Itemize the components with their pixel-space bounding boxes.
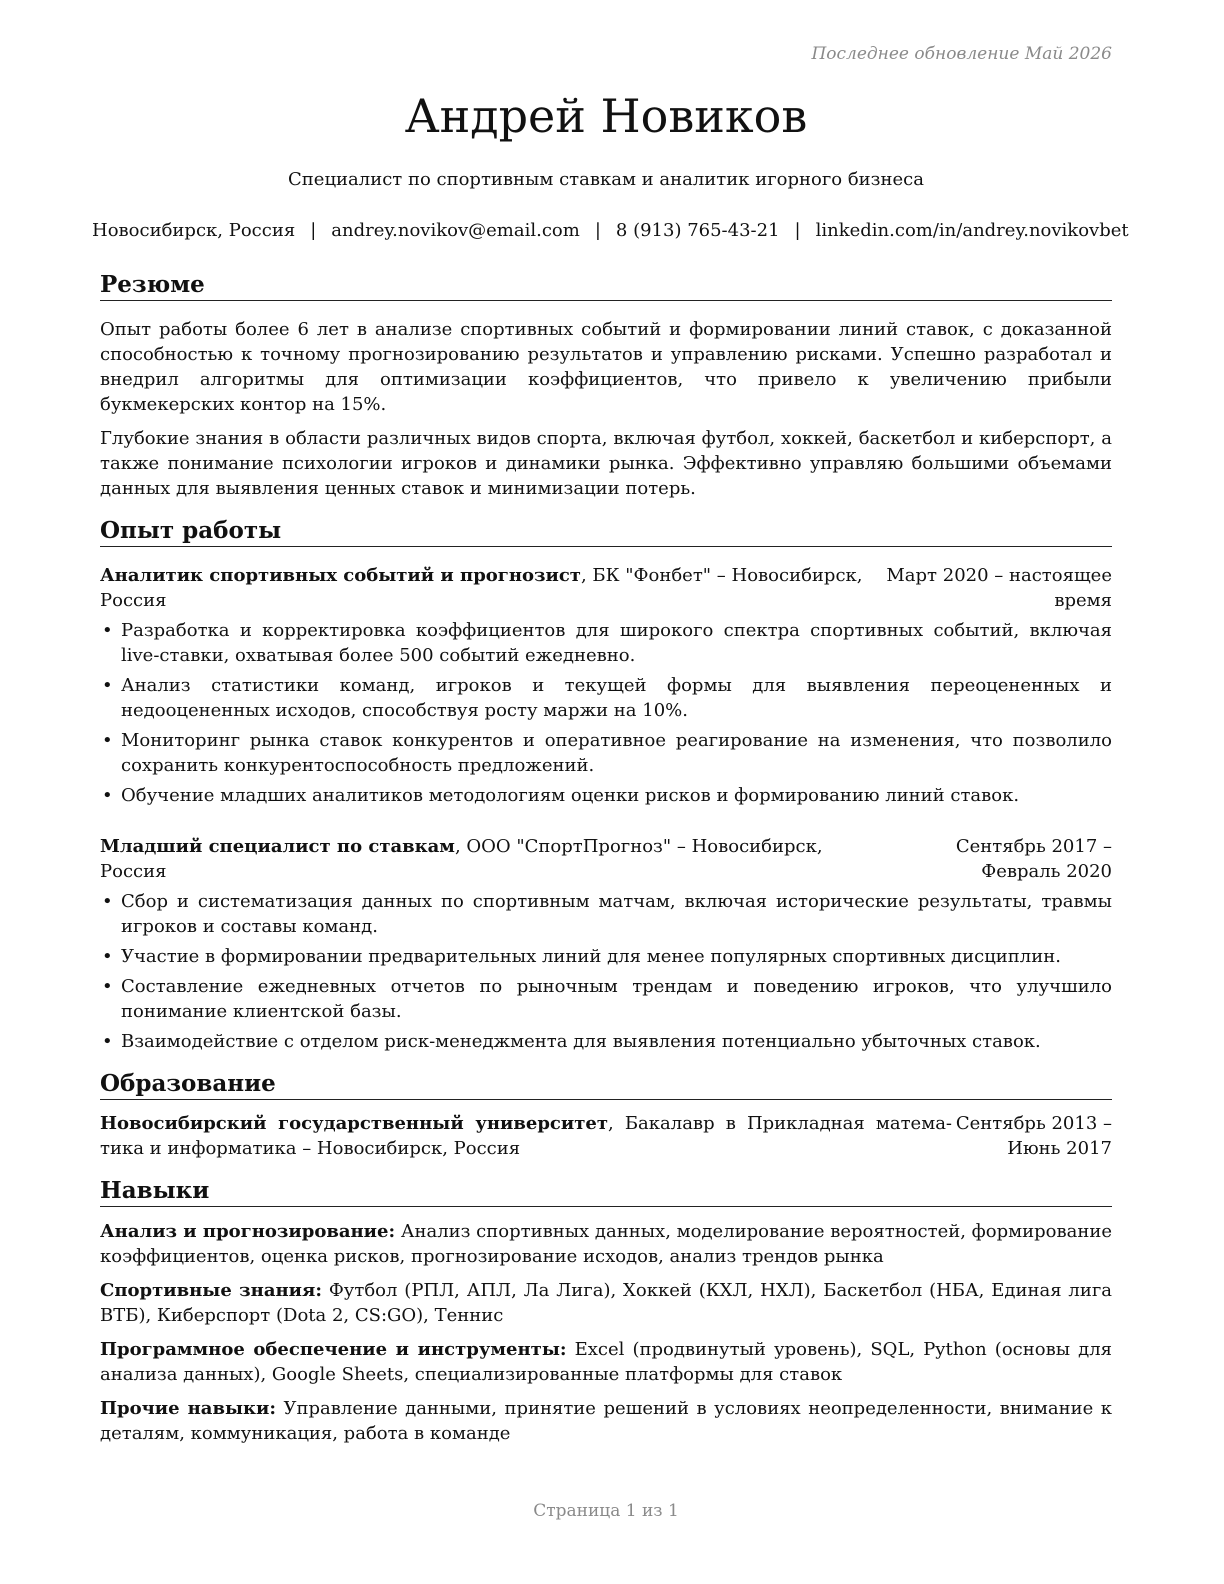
summary-section <box>100 270 1112 501</box>
job-role: Младший специалист по ставкам <box>100 836 455 857</box>
contact-separator: | <box>594 220 601 241</box>
skill-item <box>100 1278 1112 1328</box>
candidate-name: Андрей Новиков <box>404 89 808 143</box>
experience-heading: Опыт работы <box>100 516 1112 547</box>
job-bullet: • Обучение младших аналитиков методологиям оценки рисков и формированию линий ставок. <box>100 783 1112 808</box>
job-dates: Март 2020 – настоящее время <box>886 565 1112 611</box>
skill-label: Анализ и прогнозирование: <box>100 1221 396 1242</box>
summary-paragraph: Глубокие знания в области различных видов спорта, включая футбол, хоккей, баскетбол и киберспорт, а также понимание психологии игроков и динамики рынка. Эффективно управляю большими объемами данных для выявления ценных ставок и минимизации потерь. <box>100 428 1112 499</box>
skill-label: Прочие навыки: <box>100 1398 276 1419</box>
resume-body <box>100 270 1112 1446</box>
job-company: , БК "Фонбет" – Новосибирск, Россия <box>100 565 863 611</box>
skill-text: Excel (продвинутый уровень), SQL, Python (основы для анализа данных), Google Sheets, специализированные платформы для ставок <box>100 1339 1112 1385</box>
job-bullet: • Анализ статистики команд, игроков и текущей формы для выявления переоцененных и недооцененных исходов, способствуя росту маржи на 10%. <box>100 673 1112 723</box>
contact-separator: | <box>310 220 317 241</box>
job-bullet: • Мониторинг рынка ставок конкурентов и оперативное реагирование на изменения, что позволило сохранить конкурентоспособность предложений. <box>100 728 1112 778</box>
job-header <box>100 563 1112 613</box>
job-bullet: • Взаимодействие с отделом риск-менеджмента для выявления потенциально убыточных ставок. <box>100 1029 1112 1054</box>
job-bullet: • Составление ежедневных отчетов по рыночным трендам и поведению игроков, что улучшило понимание клиентской базы. <box>100 974 1112 1024</box>
candidate-title: Специалист по спортивным ставкам и аналитик игорного бизнеса <box>288 169 924 190</box>
job-bullet: • Разработка и корректировка коэффициентов для широкого спектра спортивных событий, включая live-ставки, охватывая более 500 событий ежедневно. <box>100 618 1112 668</box>
resume-page <box>92 0 1129 1584</box>
summary-paragraph: Опыт работы более 6 лет в анализе спортивных событий и формировании линий ставок, с доказанной способностью к точному прогнозированию результатов и управлению рисками. Успешно разработал и внедрил алгоритмы для оптимизации коэффициентов, что привело к увеличению прибыли букмекерских контор на 15%. <box>100 319 1112 415</box>
skill-item <box>100 1219 1112 1269</box>
skill-text: Футбол (РПЛ, АПЛ, Ла Лига), Хоккей (КХЛ, НХЛ), Баскетбол (НБА, Единая лига ВТБ), Киберспорт (Dota 2, CS:GO), Теннис <box>100 1280 1113 1326</box>
education-heading: Образование <box>100 1069 1112 1100</box>
job-entry <box>100 834 1112 1054</box>
page-number: Страница 1 из 1 <box>533 1501 679 1521</box>
skill-label: Программное обеспечение и инструменты: <box>100 1339 567 1360</box>
job-header <box>100 834 1112 884</box>
education-dates: Сентябрь 2013 – Июнь 2017 <box>955 1113 1112 1159</box>
contact-linkedin[interactable]: linkedin.com/in/andrey.novikovbet <box>815 220 1129 241</box>
skills-section <box>100 1176 1112 1446</box>
education-section <box>100 1069 1112 1161</box>
experience-section <box>100 516 1112 1054</box>
contact-separator: | <box>794 220 801 241</box>
job-role: Аналитик спортивных событий и прогнозист <box>100 565 581 586</box>
education-details: , Бакалавр в Прикладная матема-тика и информатика – Новосибирск, Россия <box>100 1113 953 1159</box>
summary-heading: Резюме <box>100 270 1112 301</box>
contact-phone[interactable]: 8 (913) 765-43-21 <box>615 220 780 241</box>
job-bullets <box>100 618 1112 808</box>
job-bullet: • Сбор и систематизация данных по спортивным матчам, включая исторические результаты, травмы игроков и составы команд. <box>100 889 1112 939</box>
skill-label: Спортивные знания: <box>100 1280 322 1301</box>
contact-email[interactable]: andrey.novikov@email.com <box>331 220 580 241</box>
skill-text: Анализ спортивных данных, моделирование вероятностей, формирование коэффициентов, оценка рисков, прогнозирование исходов, анализ трендов рынка <box>100 1221 1112 1267</box>
education-entry <box>100 1111 1112 1161</box>
contact-city: Новосибирск, Россия <box>92 220 296 241</box>
skill-text: Управление данными, принятие решений в условиях неопределенности, внимание к деталям, коммуникация, работа в команде <box>100 1398 1113 1444</box>
skill-item <box>100 1396 1112 1446</box>
job-dates: Сентябрь 2017 – Февраль 2020 <box>955 836 1112 882</box>
job-company: , ООО "СпортПрогноз" – Новосибирск, Россия <box>100 836 823 882</box>
last-updated: Последнее обновление Май 2026 <box>811 44 1112 64</box>
skill-item <box>100 1337 1112 1387</box>
contact-line <box>92 219 1129 243</box>
job-entry <box>100 563 1112 808</box>
job-bullets <box>100 889 1112 1054</box>
job-bullet: • Участие в формировании предварительных линий для менее популярных спортивных дисциплин. <box>100 944 1112 969</box>
skills-heading: Навыки <box>100 1176 1112 1207</box>
education-school: Новосибирский государственный университет <box>100 1113 608 1134</box>
